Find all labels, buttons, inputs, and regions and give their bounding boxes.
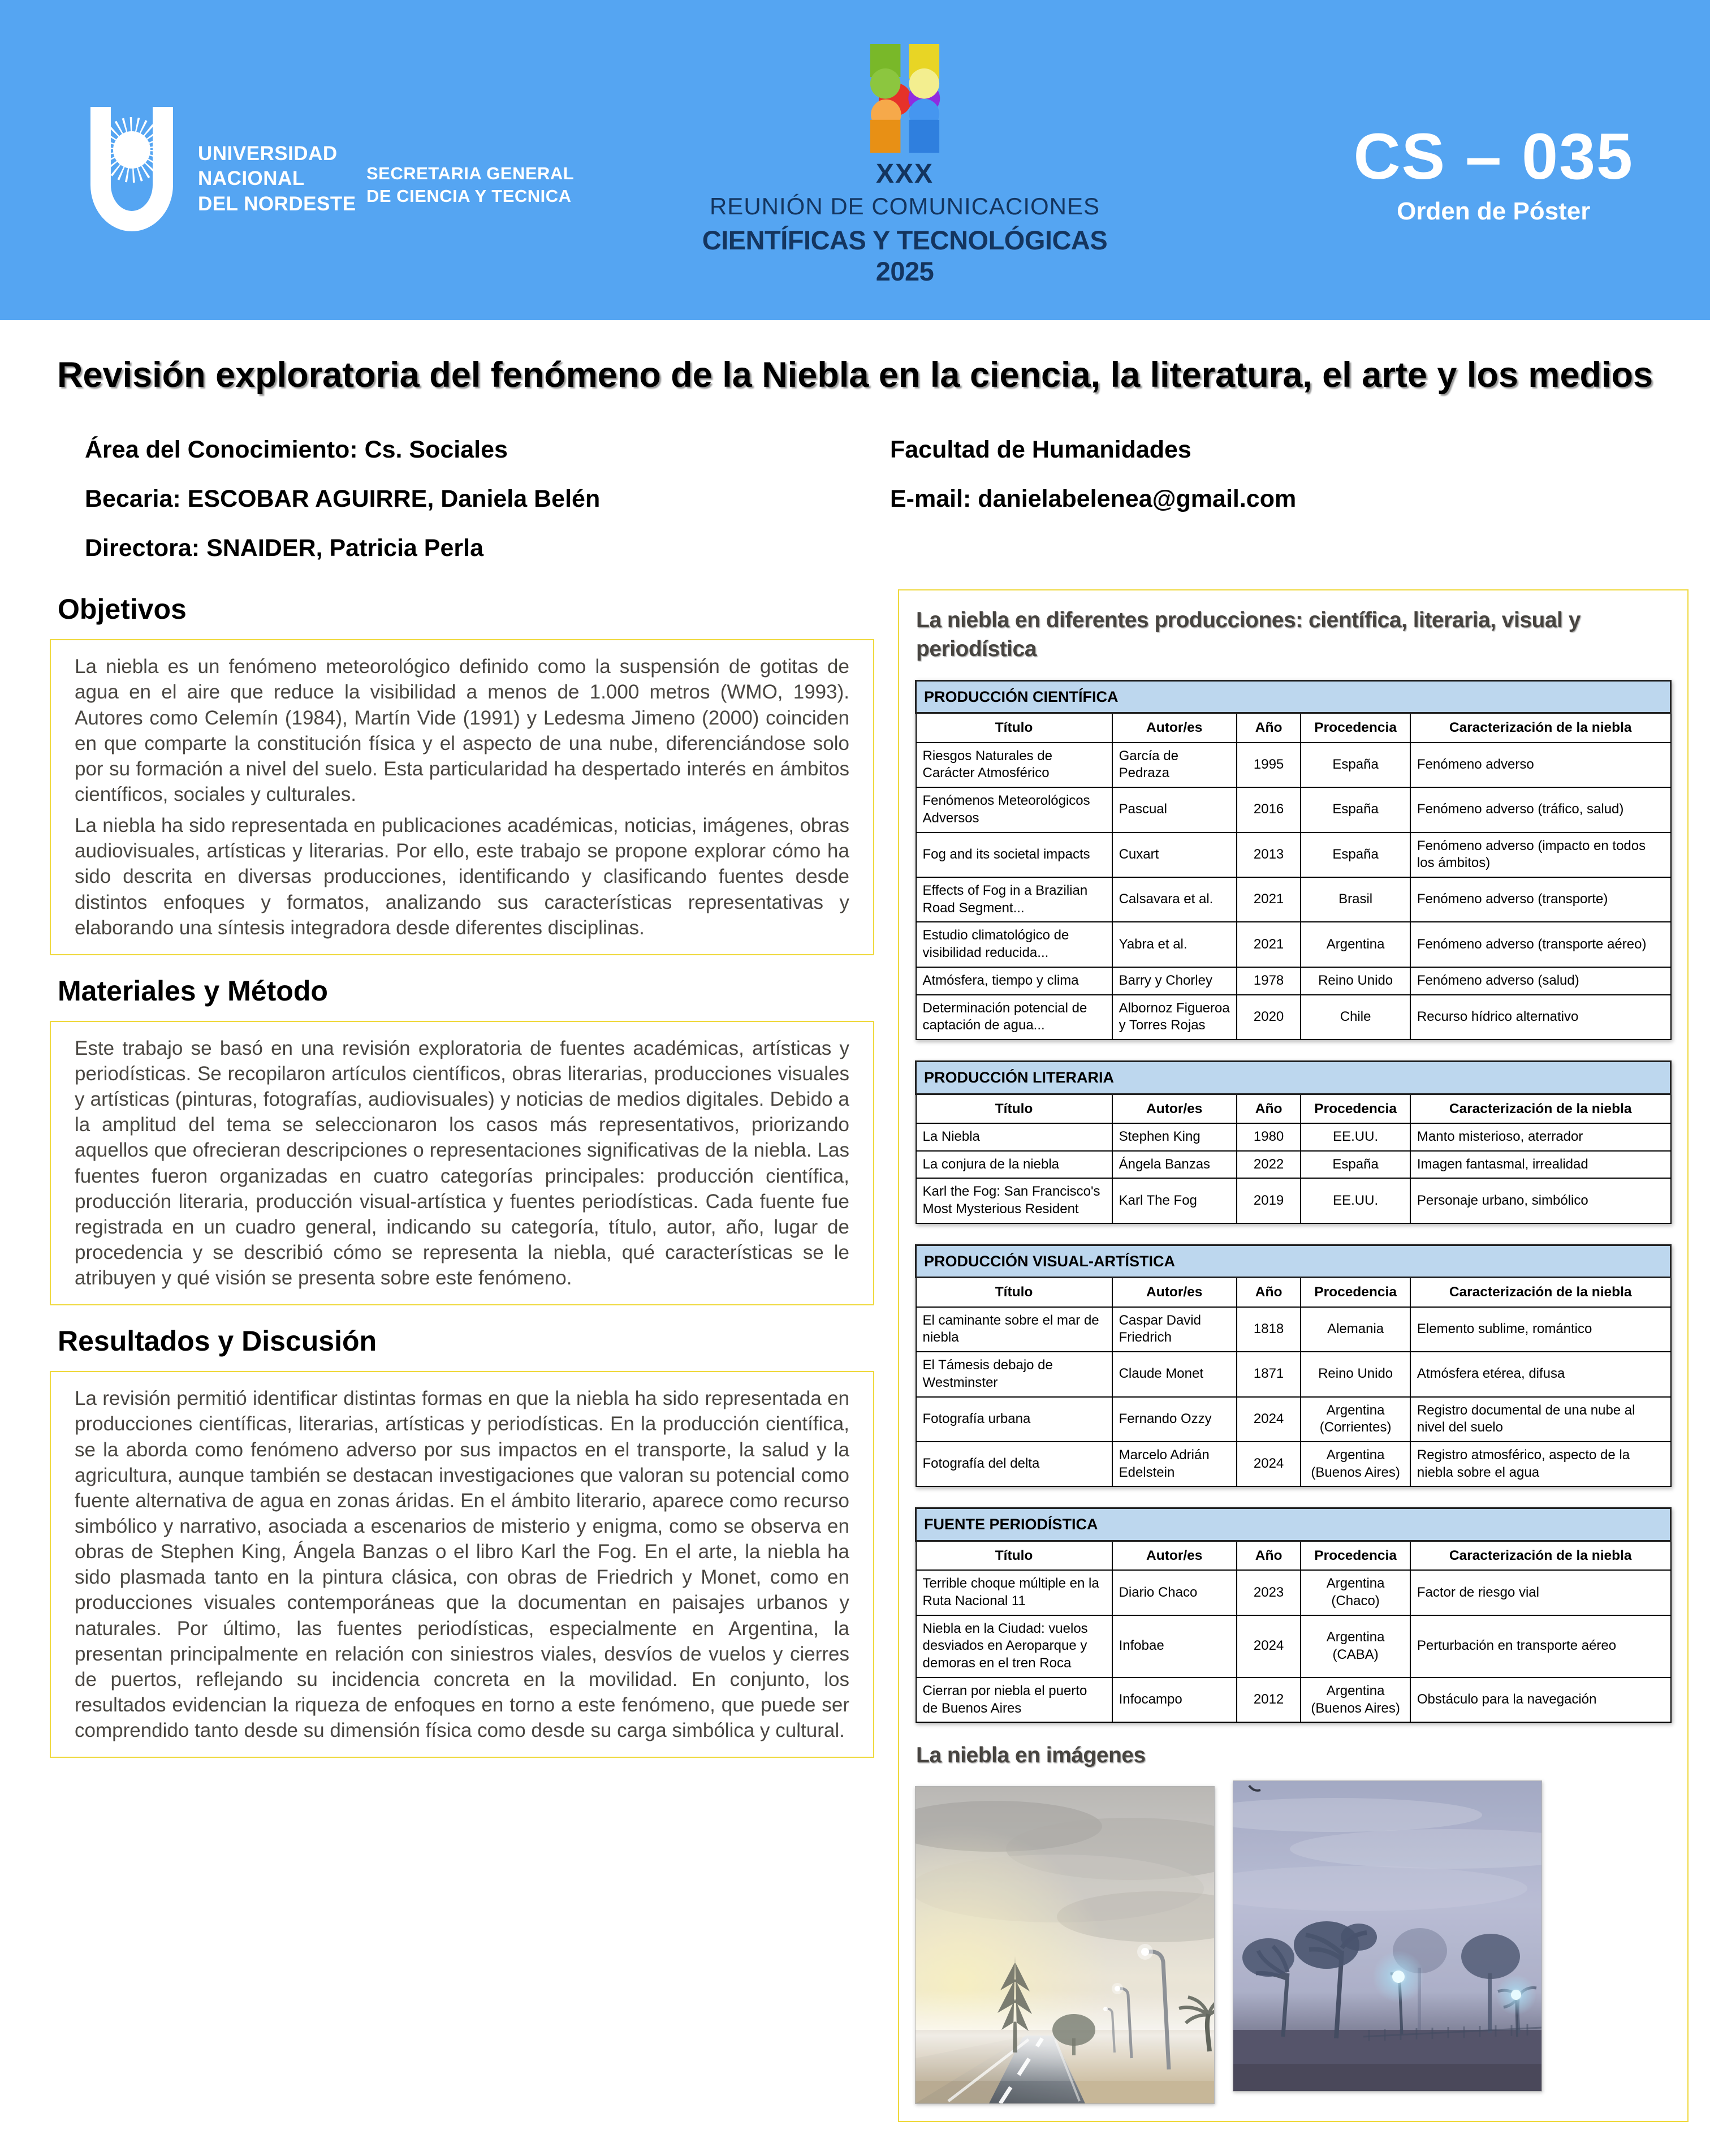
cell-ano: 2023 <box>1237 1570 1301 1615</box>
cell-autor: Infocampo <box>1112 1678 1237 1722</box>
cell-titulo: El Támesis debajo de Westminster <box>916 1352 1112 1396</box>
table-section-label: PRODUCCIÓN LITERARIA <box>916 1061 1671 1094</box>
cell-caracterizacion: Obstáculo para la navegación <box>1410 1678 1671 1722</box>
cell-autor: Cuxart <box>1112 833 1237 877</box>
cell-caracterizacion: Factor de riesgo vial <box>1410 1570 1671 1615</box>
faculty: Facultad de Humanidades <box>890 436 1191 464</box>
column-header: Autor/es <box>1112 713 1237 743</box>
cell-caracterizacion: Fenómeno adverso (transporte aéreo) <box>1410 922 1671 967</box>
cell-autor: Diario Chaco <box>1112 1570 1237 1615</box>
cell-autor: Caspar David Friedrich <box>1112 1307 1237 1352</box>
cell-titulo: Terrible choque múltiple en la Ruta Nacional 11 <box>916 1570 1112 1615</box>
main-columns <box>0 562 1710 2156</box>
cell-autor: Yabra et al. <box>1112 922 1237 967</box>
cell-procedencia: Argentina (Buenos Aires) <box>1301 1678 1410 1722</box>
objetivos-textbox <box>50 639 874 955</box>
cell-procedencia: España <box>1301 787 1410 832</box>
table-row <box>916 1151 1671 1179</box>
resultados-textbox <box>50 1371 874 1758</box>
poster-id-block <box>1353 120 1634 226</box>
authors-info <box>85 436 1676 562</box>
cell-titulo: Niebla en la Ciudad: vuelos desviados en Aeroparque y demoras en el tren Roca <box>916 1615 1112 1678</box>
table-row <box>916 1678 1671 1722</box>
cell-ano: 2024 <box>1237 1397 1301 1442</box>
cell-procedencia: Reino Unido <box>1301 967 1410 995</box>
cell-autor: Albornoz Figueroa y Torres Rojas <box>1112 995 1237 1040</box>
knowledge-area: Área del Conocimiento: Cs. Sociales <box>85 436 508 464</box>
cell-ano: 2016 <box>1237 787 1301 832</box>
column-header: Caracterización de la niebla <box>1410 1094 1671 1123</box>
panel-heading: La niebla en diferentes producciones: científica, literaria, visual y periodística <box>916 608 1581 662</box>
section-heading: Objetivos <box>58 593 187 626</box>
cell-titulo: Karl the Fog: San Francisco's Most Mysterious Resident <box>916 1178 1112 1223</box>
poster-title: Revisión exploratoria del fenómeno de la Niebla en la ciencia, la literatura, el arte y los medios <box>57 355 1653 395</box>
director-name: Directora: SNAIDER, Patricia Perla <box>85 534 483 562</box>
table-row <box>916 922 1671 967</box>
cell-ano: 1995 <box>1237 743 1301 787</box>
production-table <box>915 1060 1672 1224</box>
column-header: Procedencia <box>1301 1094 1410 1123</box>
unne-logo-icon <box>85 105 178 240</box>
table-row <box>916 1397 1671 1442</box>
cell-caracterizacion: Recurso hídrico alternativo <box>1410 995 1671 1040</box>
fog-field-photo <box>1233 1780 1542 2092</box>
cell-ano: 2024 <box>1237 1615 1301 1678</box>
section-objetivos <box>50 593 874 955</box>
event-block <box>673 44 1137 287</box>
cell-ano: 1818 <box>1237 1307 1301 1352</box>
fellow-name: Becaria: ESCOBAR AGUIRRE, Daniela Belén <box>85 485 601 513</box>
cell-procedencia: Argentina (Chaco) <box>1301 1570 1410 1615</box>
cell-autor: García de Pedraza <box>1112 743 1237 787</box>
cell-ano: 2012 <box>1237 1678 1301 1722</box>
cell-caracterizacion: Imagen fantasmal, irrealidad <box>1410 1151 1671 1179</box>
materiales-textbox <box>50 1021 874 1305</box>
cell-caracterizacion: Fenómeno adverso (impacto en todos los ámbitos) <box>1410 833 1671 877</box>
column-header: Año <box>1237 1094 1301 1123</box>
cell-ano: 2021 <box>1237 922 1301 967</box>
section-materiales <box>50 974 874 1305</box>
column-header: Año <box>1237 1541 1301 1570</box>
fog-photos <box>915 1780 1672 2104</box>
paragraph: Este trabajo se basó en una revisión exploratoria de fuentes académicas, artísticas y periodísticas. Se recopilaron artículos científicos, obras literarias, producciones visuales y artísticas (pinturas, fotografías, audiovisuales) y noticias de medios digitales. Debido a la amplitud del tema se seleccionaron los casos más representativos, priorizando aquellos que ofrecieran descripciones o representaciones significativas de la niebla. Las fuentes fueron organizadas en cuatro categorías principales: producción científica, producción literaria, producción visual-artística y fuentes periodísticas. Cada fuente fue registrada en un cuadro general, indicando su categoría, título, autor, año, lugar de procedencia y se describió cómo se representa la niebla, qué características se le atribuyen y qué visión se presenta sobre este fenómeno. <box>75 1037 849 1290</box>
table-row <box>916 1123 1671 1151</box>
table-row <box>916 877 1671 922</box>
column-header: Título <box>916 1094 1112 1123</box>
right-column <box>898 589 1689 2122</box>
table-row <box>916 743 1671 787</box>
table-row <box>916 1178 1671 1223</box>
cell-ano: 1978 <box>1237 967 1301 995</box>
column-header: Título <box>916 1541 1112 1570</box>
cell-procedencia: Brasil <box>1301 877 1410 922</box>
table-section-label: FUENTE PERIODÍSTICA <box>916 1508 1671 1541</box>
cell-titulo: Atmósfera, tiempo y clima <box>916 967 1112 995</box>
cell-titulo: Fog and its societal impacts <box>916 833 1112 877</box>
cell-caracterizacion: Atmósfera etérea, difusa <box>1410 1352 1671 1396</box>
email: E-mail: danielabelenea@gmail.com <box>890 485 1297 513</box>
university-line: NACIONAL <box>198 167 305 190</box>
cell-ano: 2020 <box>1237 995 1301 1040</box>
cell-autor: Marcelo Adrián Edelstein <box>1112 1442 1237 1486</box>
cell-autor: Barry y Chorley <box>1112 967 1237 995</box>
cell-caracterizacion: Registro documental de una nube al nivel del suelo <box>1410 1397 1671 1442</box>
university-line: UNIVERSIDAD <box>198 143 338 165</box>
cell-titulo: Determinación potencial de captación de agua... <box>916 995 1112 1040</box>
cell-caracterizacion: Perturbación en transporte aéreo <box>1410 1615 1671 1678</box>
cell-procedencia: Alemania <box>1301 1307 1410 1352</box>
production-table <box>915 1507 1672 1723</box>
table-row <box>916 1442 1671 1486</box>
cell-titulo: Estudio climatológico de visibilidad reducida... <box>916 922 1112 967</box>
cell-autor: Pascual <box>1112 787 1237 832</box>
column-header: Procedencia <box>1301 1541 1410 1570</box>
column-header: Título <box>916 713 1112 743</box>
cell-caracterizacion: Fenómeno adverso <box>1410 743 1671 787</box>
event-title-line2: CIENTÍFICAS Y TECNOLÓGICAS 2025 <box>702 225 1108 286</box>
section-heading: Resultados y Discusión <box>58 1325 377 1357</box>
cell-titulo: Fotografía urbana <box>916 1397 1112 1442</box>
cell-autor: Ángela Banzas <box>1112 1151 1237 1179</box>
table-section-label: PRODUCCIÓN CIENTÍFICA <box>916 680 1671 713</box>
cell-autor: Claude Monet <box>1112 1352 1237 1396</box>
secretaria-name <box>366 162 574 208</box>
cell-ano: 1980 <box>1237 1123 1301 1151</box>
cell-caracterizacion: Fenómeno adverso (tráfico, salud) <box>1410 787 1671 832</box>
left-column <box>50 589 874 1758</box>
cell-ano: 2022 <box>1237 1151 1301 1179</box>
cell-procedencia: Argentina (Buenos Aires) <box>1301 1442 1410 1486</box>
cell-autor: Stephen King <box>1112 1123 1237 1151</box>
table-row <box>916 1307 1671 1352</box>
column-header: Título <box>916 1278 1112 1307</box>
paragraph: La niebla ha sido representada en publicaciones académicas, noticias, imágenes, obras audiovisuales, artísticas y literarias. Por ello, este trabajo se propone explorar cómo ha sido descrita en diversas producciones, identificando y clasificando fuentes desde distintos enfoques y formatos, analizando sus características representativas y elaborando una síntesis integradora desde diferentes disciplinas. <box>75 814 849 939</box>
cell-titulo: La conjura de la niebla <box>916 1151 1112 1179</box>
table-row <box>916 967 1671 995</box>
event-edition: XXX <box>875 159 934 189</box>
table-row <box>916 1615 1671 1678</box>
table-row <box>916 1570 1671 1615</box>
cell-caracterizacion: Personaje urbano, simbólico <box>1410 1178 1671 1223</box>
cell-ano: 2019 <box>1237 1178 1301 1223</box>
paragraph: La niebla es un fenómeno meteorológico definido como la suspensión de gotitas de agua en el aire que reduce la visibilidad a menos de 1.000 metros (WMO, 1993). Autores como Celemín (1984), Martín Vide (1991) y Ledesma Jimeno (2000) coinciden en que comparte la constitución física y el aspecto de una nube, diferenciándose solo por su formación a nivel del suelo. Esta particularidad ha despertado interés en ámbitos científicos, sociales y culturales. <box>75 656 849 806</box>
column-header: Procedencia <box>1301 1278 1410 1307</box>
cell-titulo: Fotografía del delta <box>916 1442 1112 1486</box>
fog-road-photo <box>915 1786 1215 2104</box>
event-title-line1: REUNIÓN DE COMUNICACIONES <box>709 193 1100 219</box>
tables-host <box>915 680 1672 1723</box>
cell-titulo: La Niebla <box>916 1123 1112 1151</box>
table-section-label: PRODUCCIÓN VISUAL-ARTÍSTICA <box>916 1245 1671 1278</box>
column-header: Caracterización de la niebla <box>1410 1278 1671 1307</box>
paragraph: La revisión permitió identificar distintas formas en que la niebla ha sido representada en producciones científicas, literarias, artísticas y periodísticas. En la producción científica, se la aborda como fenómeno adverso por sus impactos en el transporte, la salud y la agricultura, aunque también se destacan investigaciones que valoran su potencial como fuente alternativa de agua en zonas áridas. En el ámbito literario, aparece como recurso simbólico y narrativo, asociada a escenarios de misterio y enigma, como se observa en obras de Stephen King, Ángela Banzas o el libro Karl the Fog. En el arte, la niebla ha sido plasmada tanto en la pintura clásica, con obras de Friedrich y Monet, como en producciones visuales contemporáneas que la documentan en paisajes urbanos y naturales. Por último, las fuentes periodísticas, especialmente en Argentina, la presentan principalmente en relación con siniestros viales, desvíos de vuelos y cierres de puertos, reflejando su incidencia concreta en la movilidad. En conjunto, los resultados evidencian la riqueza de enfoques en torno a este fenómeno, que puede ser comprendido tanto desde su dimensión física como desde su carga simbólica y cultural. <box>75 1387 849 1742</box>
table-row <box>916 787 1671 832</box>
cell-autor: Infobae <box>1112 1615 1237 1678</box>
cell-ano: 1871 <box>1237 1352 1301 1396</box>
productions-panel <box>898 589 1689 2122</box>
cell-procedencia: EE.UU. <box>1301 1123 1410 1151</box>
event-h-logo-icon <box>854 44 955 153</box>
header-band <box>0 0 1710 320</box>
cell-procedencia: España <box>1301 833 1410 877</box>
cell-procedencia: Argentina (Corrientes) <box>1301 1397 1410 1442</box>
cell-ano: 2024 <box>1237 1442 1301 1486</box>
cell-caracterizacion: Registro atmosférico, aspecto de la niebla sobre el agua <box>1410 1442 1671 1486</box>
column-header: Autor/es <box>1112 1278 1237 1307</box>
poster-order-label: Orden de Póster <box>1397 197 1591 225</box>
cell-autor: Karl The Fog <box>1112 1178 1237 1223</box>
university-line: DEL NORDESTE <box>198 192 356 215</box>
table-row <box>916 1352 1671 1396</box>
cell-titulo: Effects of Fog in a Brazilian Road Segment... <box>916 877 1112 922</box>
cell-caracterizacion: Fenómeno adverso (salud) <box>1410 967 1671 995</box>
column-header: Procedencia <box>1301 713 1410 743</box>
university-name <box>198 141 356 217</box>
cell-procedencia: Argentina <box>1301 922 1410 967</box>
production-table <box>915 1244 1672 1487</box>
cell-caracterizacion: Fenómeno adverso (transporte) <box>1410 877 1671 922</box>
column-header: Caracterización de la niebla <box>1410 1541 1671 1570</box>
cell-procedencia: Reino Unido <box>1301 1352 1410 1396</box>
table-row <box>916 995 1671 1040</box>
cell-procedencia: España <box>1301 1151 1410 1179</box>
cell-ano: 2013 <box>1237 833 1301 877</box>
cell-procedencia: España <box>1301 743 1410 787</box>
cell-ano: 2021 <box>1237 877 1301 922</box>
secretaria-line: DE CIENCIA Y TECNICA <box>366 186 572 206</box>
column-header: Año <box>1237 713 1301 743</box>
cell-titulo: El caminante sobre el mar de niebla <box>916 1307 1112 1352</box>
column-header: Caracterización de la niebla <box>1410 713 1671 743</box>
column-header: Autor/es <box>1112 1094 1237 1123</box>
column-header: Año <box>1237 1278 1301 1307</box>
table-row <box>916 833 1671 877</box>
cell-autor: Calsavara et al. <box>1112 877 1237 922</box>
section-heading: Materiales y Método <box>58 974 328 1007</box>
cell-titulo: Cierran por niebla el puerto de Buenos Aires <box>916 1678 1112 1722</box>
cell-titulo: Fenómenos Meteorológicos Adversos <box>916 787 1112 832</box>
section-resultados <box>50 1325 874 1758</box>
cell-titulo: Riesgos Naturales de Carácter Atmosférico <box>916 743 1112 787</box>
cell-caracterizacion: Manto misterioso, aterrador <box>1410 1123 1671 1151</box>
images-heading: La niebla en imágenes <box>916 1743 1146 1768</box>
secretaria-line: SECRETARIA GENERAL <box>366 163 575 183</box>
cell-procedencia: Argentina (CABA) <box>1301 1615 1410 1678</box>
cell-procedencia: Chile <box>1301 995 1410 1040</box>
cell-autor: Fernando Ozzy <box>1112 1397 1237 1442</box>
poster-code: CS – 035 <box>1353 120 1634 193</box>
cell-caracterizacion: Elemento sublime, romántico <box>1410 1307 1671 1352</box>
production-table <box>915 680 1672 1040</box>
column-header: Autor/es <box>1112 1541 1237 1570</box>
cell-procedencia: EE.UU. <box>1301 1178 1410 1223</box>
